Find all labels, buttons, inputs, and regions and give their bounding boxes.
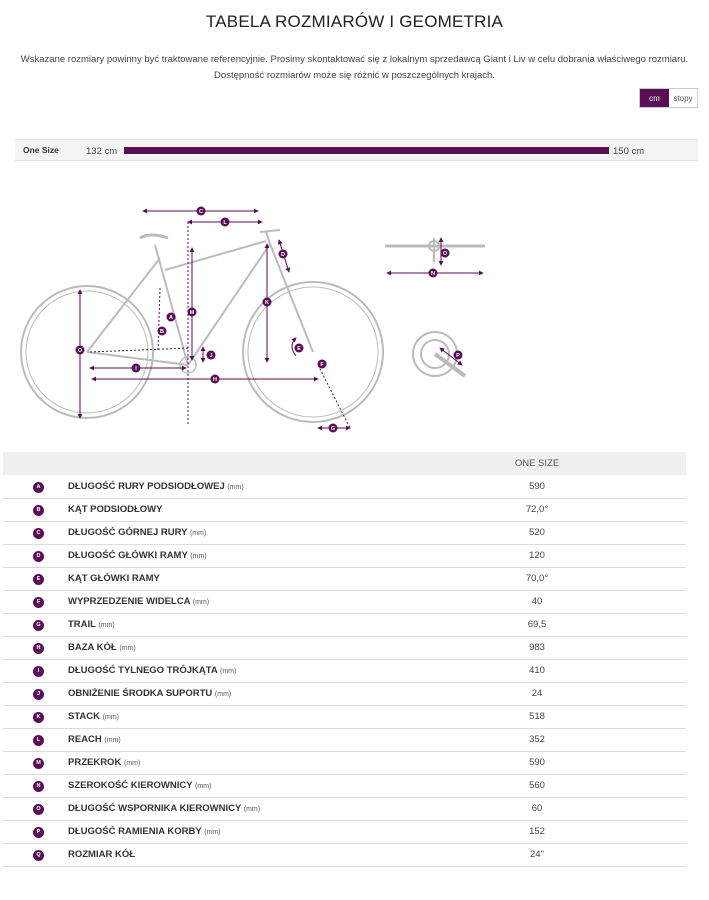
row-value: 60: [388, 797, 686, 820]
svg-text:H: H: [213, 377, 217, 383]
row-letter-badge: J: [33, 689, 44, 700]
table-row: [3, 705, 686, 728]
row-value: 352: [388, 728, 686, 751]
handlebar-drawing: [385, 238, 485, 262]
svg-text:N: N: [431, 271, 435, 277]
svg-text:O: O: [77, 348, 83, 354]
row-letter-badge: A: [33, 482, 44, 493]
height-range-bar: [124, 147, 609, 154]
row-letter-badge: O: [33, 804, 44, 815]
row-letter-cell: [3, 705, 68, 728]
row-letter-badge: C: [33, 528, 44, 539]
row-label: KĄT GŁÓWKI RAMY: [68, 573, 160, 584]
row-unit: (mm): [204, 829, 221, 836]
table-row: [3, 774, 686, 797]
bike-geometry-diagram: [0, 175, 709, 445]
row-unit: (mm): [220, 668, 237, 675]
row-unit: (mm): [190, 553, 207, 560]
row-value: 120: [388, 544, 686, 567]
row-letter-badge: L: [33, 735, 44, 746]
row-label: DŁUGOŚĆ RURY PODSIODŁOWEJ: [68, 480, 225, 492]
row-label-cell: [68, 498, 388, 521]
row-letter-badge: N: [33, 781, 44, 792]
row-letter-badge: D: [33, 551, 44, 562]
svg-text:O: O: [442, 251, 448, 257]
row-label: STACK: [68, 711, 101, 722]
table-row: [3, 797, 686, 820]
row-label-cell: [68, 705, 388, 728]
table-row: [3, 659, 686, 682]
row-label: PRZEKROK: [68, 757, 122, 768]
table-row: [3, 475, 686, 498]
table-row: [3, 567, 686, 590]
row-label-cell: [68, 820, 388, 843]
table-row: [3, 498, 686, 521]
row-label: ROZMIAR KÓŁ: [68, 849, 136, 860]
row-label-cell: [68, 544, 388, 567]
row-label-cell: [68, 567, 388, 590]
svg-text:G: G: [330, 426, 336, 432]
row-label-cell: [68, 774, 388, 797]
row-label: DŁUGOŚĆ RAMIENIA KORBY: [68, 826, 202, 837]
row-letter-cell: [3, 751, 68, 774]
size-disclaimer: [0, 52, 709, 84]
row-letter-cell: [3, 498, 68, 521]
svg-text:J: J: [209, 353, 213, 359]
svg-text:P: P: [456, 353, 460, 359]
row-unit: (mm): [243, 806, 261, 813]
row-label-cell: [68, 728, 388, 751]
table-row: [3, 590, 686, 613]
row-label-cell: [68, 475, 388, 498]
row-label: BAZA KÓŁ: [68, 642, 117, 653]
unit-cm-button[interactable]: cm: [640, 89, 669, 107]
row-label: DŁUGOŚĆ TYLNEGO TRÓJKĄTA: [68, 665, 218, 676]
table-row: [3, 613, 686, 636]
row-label: DŁUGOŚĆ GÓRNEJ RURY: [68, 527, 188, 538]
row-value: 24: [388, 682, 686, 705]
row-letter-cell: [3, 843, 68, 866]
row-unit: (mm): [189, 530, 207, 537]
row-letter-badge: B: [33, 505, 44, 516]
row-unit: (mm): [98, 622, 115, 629]
row-letter-cell: [3, 567, 68, 590]
row-letter-cell: [3, 521, 68, 544]
row-letter-cell: [3, 636, 68, 659]
row-unit: (mm): [195, 783, 212, 790]
row-letter-cell: [3, 590, 68, 613]
svg-text:M: M: [189, 310, 195, 316]
row-letter-cell: [3, 613, 68, 636]
row-value: 518: [388, 705, 686, 728]
dimension-lines: [77, 211, 483, 428]
row-unit: (mm): [104, 737, 121, 744]
row-letter-badge: F: [33, 597, 44, 608]
row-label-cell: [68, 613, 388, 636]
svg-text:C: C: [199, 209, 203, 215]
row-letter-badge: G: [33, 620, 44, 631]
row-letter-cell: [3, 728, 68, 751]
svg-text:E: E: [297, 346, 301, 352]
row-value: 40: [388, 590, 686, 613]
column-header-one-size: ONE SIZE: [388, 452, 686, 475]
row-label-cell: [68, 590, 388, 613]
row-value: 983: [388, 636, 686, 659]
row-label: DŁUGOŚĆ WSPORNIKA KIEROWNICY: [68, 803, 242, 814]
svg-text:A: A: [169, 315, 173, 321]
row-unit: (mm): [227, 483, 244, 491]
row-unit: (mm): [192, 599, 210, 606]
row-value: 69,5: [388, 613, 686, 636]
svg-text:D: D: [281, 252, 285, 258]
table-row: [3, 636, 686, 659]
rider-height-range: [15, 139, 698, 161]
row-letter-cell: [3, 797, 68, 820]
table-row: [3, 682, 686, 705]
row-label: SZEROKOŚĆ KIEROWNICY: [68, 780, 193, 791]
table-row: [3, 728, 686, 751]
row-value: 24": [388, 843, 686, 866]
disclaimer-line-2: Dostępność rozmiarów może się różnić w poszczególnych krajach.: [214, 70, 495, 81]
row-value: 560: [388, 774, 686, 797]
geometry-table: [3, 452, 686, 867]
svg-text:F: F: [320, 362, 324, 368]
row-label: KĄT PODSIODŁOWY: [68, 504, 163, 515]
header-spacer: [3, 452, 388, 475]
row-unit: (mm): [102, 714, 119, 721]
row-label-cell: [68, 659, 388, 682]
page-title: TABELA ROZMIARÓW I GEOMETRIA: [205, 12, 504, 31]
row-label: TRAIL: [68, 619, 96, 630]
table-row: [3, 521, 686, 544]
row-label-cell: [68, 636, 388, 659]
row-value: 520: [388, 521, 686, 544]
row-letter-cell: [3, 544, 68, 567]
size-name: One Size: [23, 145, 59, 155]
svg-text:K: K: [265, 300, 269, 306]
row-letter-badge: I: [33, 666, 44, 677]
row-label-cell: [68, 797, 388, 820]
svg-text:L: L: [223, 220, 227, 226]
table-row: [3, 544, 686, 567]
row-letter-cell: [3, 659, 68, 682]
row-letter-cell: [3, 774, 68, 797]
row-value: 70,0°: [388, 567, 686, 590]
row-value: 152: [388, 820, 686, 843]
row-letter-cell: [3, 682, 68, 705]
row-label: OBNIŻENIE ŚRODKA SUPORTU: [68, 688, 213, 699]
row-letter-cell: [3, 475, 68, 498]
table-row: [3, 843, 686, 866]
table-header-row: [3, 452, 686, 475]
row-unit: (mm): [119, 645, 136, 652]
row-label: DŁUGOŚĆ GŁÓWKI RAMY: [68, 550, 188, 561]
svg-text:B: B: [160, 329, 164, 335]
row-letter-badge: E: [33, 574, 44, 585]
row-value: 590: [388, 475, 686, 498]
height-max: 150 cm: [613, 146, 645, 157]
row-letter-badge: K: [33, 712, 44, 723]
table-row: [3, 751, 686, 774]
table-body: [3, 475, 686, 866]
table-row: [3, 820, 686, 843]
row-letter-badge: Q: [33, 850, 44, 861]
svg-text:I: I: [135, 366, 137, 372]
row-unit: (mm): [214, 691, 232, 698]
row-letter-badge: M: [33, 758, 44, 769]
row-value: 590: [388, 751, 686, 774]
row-letter-badge: H: [33, 643, 44, 654]
row-label-cell: [68, 751, 388, 774]
height-min: 132 cm: [86, 146, 118, 157]
row-value: 72,0°: [388, 498, 686, 521]
row-label: REACH: [68, 734, 102, 745]
disclaimer-line-1: Wskazane rozmiary powinny być traktowane referencyjnie. Prosimy skontaktować się z lokalnym sprzedawcą Giant i Liv w celu dobrania właściwego rozmiaru.: [20, 54, 689, 65]
row-label-cell: [68, 682, 388, 705]
row-label-cell: [68, 843, 388, 866]
row-label-cell: [68, 521, 388, 544]
unit-feet-button[interactable]: stopy: [669, 89, 697, 107]
unit-toggle: [639, 88, 698, 108]
bike-frame-drawing: [21, 230, 383, 422]
row-unit: (mm): [123, 760, 141, 767]
row-letter-cell: [3, 820, 68, 843]
row-letter-badge: P: [33, 827, 44, 838]
row-label: WYPRZEDZENIE WIDELCA: [68, 596, 191, 607]
row-value: 410: [388, 659, 686, 682]
